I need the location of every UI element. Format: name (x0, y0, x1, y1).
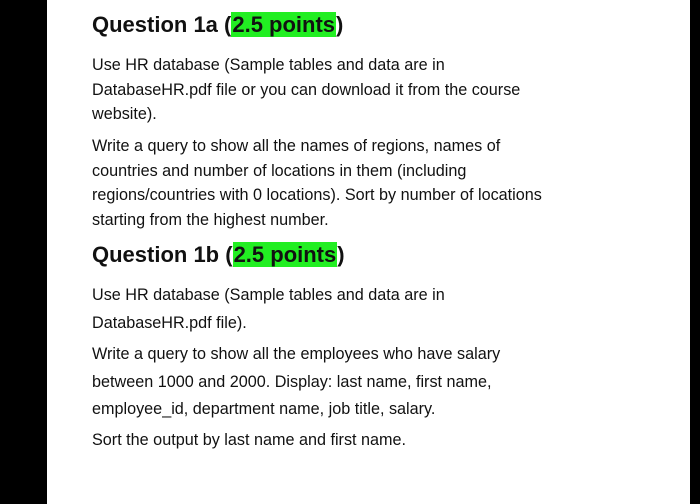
question-1a-title: Question 1a ( (92, 12, 232, 37)
question-1b-points-highlight: 2.5 points (233, 242, 337, 267)
question-1b-close-paren: ) (337, 242, 345, 267)
text-line: Write a query to show all the employees who have salary (92, 345, 501, 363)
text-line: countries and number of locations in them (including (92, 161, 467, 180)
question-1b-paragraph-3 (92, 427, 672, 455)
document-page (47, 0, 690, 504)
text-line: between 1000 and 2000. Display: last name, first name, (92, 372, 492, 391)
question-1b-paragraph-1 (92, 282, 672, 337)
text-line: Use HR database (Sample tables and data are in (92, 56, 445, 74)
text-line: employee_id, department name, job title, salary. (92, 400, 436, 418)
text-line: Write a query to show all the names of regions, names of (92, 137, 501, 155)
text-line: starting from the highest number. (92, 210, 329, 229)
text-line: DatabaseHR.pdf file). (92, 313, 247, 332)
text-line: Use HR database (Sample tables and data are in (92, 286, 445, 304)
question-1a-paragraph-2 (92, 134, 672, 232)
text-line: website). (92, 105, 157, 123)
question-1a-paragraph-1 (92, 53, 672, 127)
text-line: regions/countries with 0 locations). Sort by number of locations (92, 186, 542, 204)
text-line: DatabaseHR.pdf file or you can download it from the course (92, 80, 521, 99)
question-1b-paragraph-2 (92, 341, 672, 424)
question-1a-points-highlight: 2.5 points (232, 12, 336, 37)
question-1a-heading (92, 10, 343, 40)
question-1b-heading (92, 240, 345, 270)
text-line: Sort the output by last name and first name. (92, 431, 407, 449)
question-1b-title: Question 1b ( (92, 242, 233, 267)
question-1a-close-paren: ) (336, 12, 344, 37)
